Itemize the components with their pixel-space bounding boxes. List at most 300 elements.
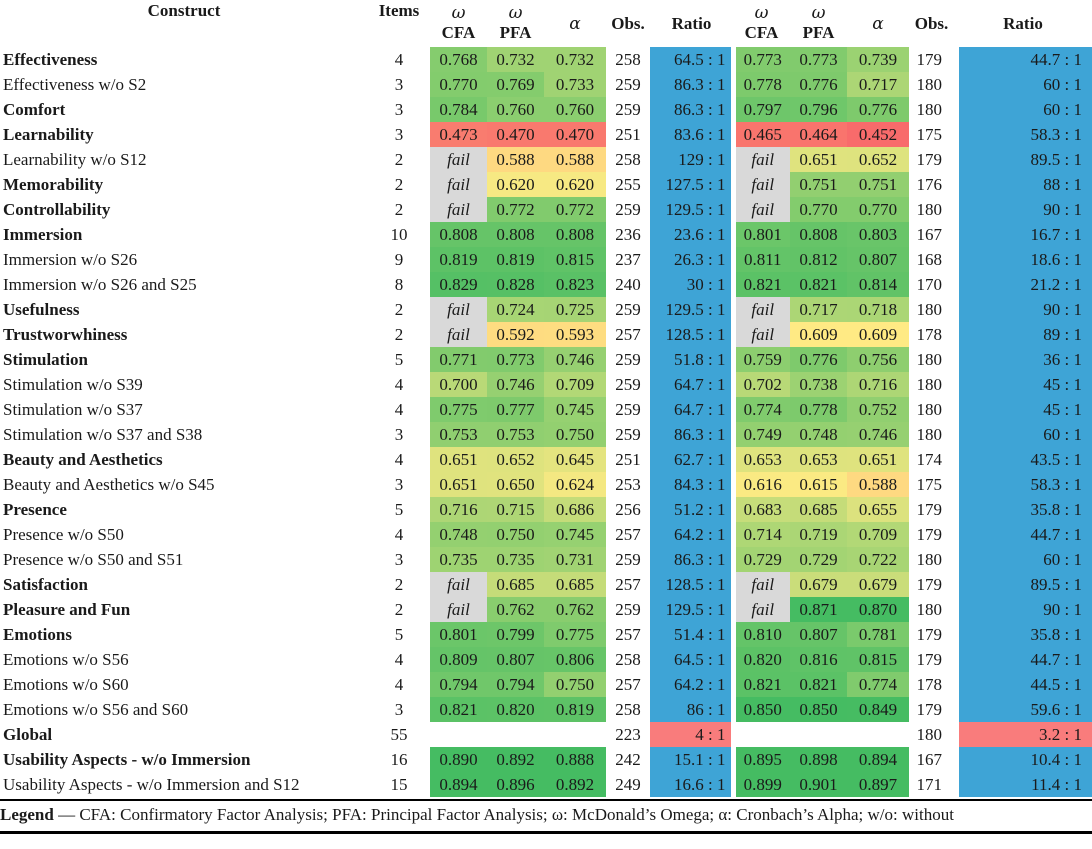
table-body <box>0 47 1092 797</box>
observations-count: 179 <box>916 525 942 544</box>
construct-name: Global <box>3 725 53 744</box>
ratio-value: 45 : 1 <box>954 397 1092 422</box>
table-row <box>0 297 1092 322</box>
cfa-value: 0.899 <box>733 772 790 797</box>
pfa-value: 0.652 <box>487 447 544 472</box>
items-count: 4 <box>394 375 404 394</box>
pfa-value: 0.464 <box>790 122 847 147</box>
table-row <box>0 697 1092 722</box>
ratio-value: 58.3 : 1 <box>954 472 1092 497</box>
construct-name: Controllability <box>3 200 111 219</box>
alpha-value: 0.803 <box>847 222 909 247</box>
cfa-value: 0.773 <box>733 47 790 72</box>
construct-name: Stimulation w/o S37 <box>3 400 143 419</box>
table-row <box>0 222 1092 247</box>
ratio-value: 44.7 : 1 <box>954 47 1092 72</box>
items-count: 4 <box>394 450 404 469</box>
observations-count: 179 <box>916 575 942 594</box>
observations-count: 180 <box>916 400 942 419</box>
pfa-value: 0.769 <box>487 72 544 97</box>
pfa-value: 0.746 <box>487 372 544 397</box>
legend <box>0 799 1092 834</box>
construct-name: Comfort <box>3 100 66 119</box>
pfa-value: 0.685 <box>790 497 847 522</box>
ratio-value: 45 : 1 <box>954 372 1092 397</box>
cfa-value: 0.829 <box>430 272 487 297</box>
col-header-omega-cfa-1: ω CFA <box>441 2 476 42</box>
observations-count: 175 <box>916 125 942 144</box>
col-header-alpha-2: α <box>872 13 884 34</box>
table-row <box>0 97 1092 122</box>
pfa-value: 0.820 <box>487 697 544 722</box>
cfa-value: fail <box>733 572 790 597</box>
observations-count: 257 <box>615 625 641 644</box>
omega-symbol: ω <box>811 2 826 23</box>
observations-count: 179 <box>916 700 942 719</box>
cfa-value: 0.753 <box>430 422 487 447</box>
alpha-value: 0.470 <box>544 122 606 147</box>
items-count: 4 <box>394 525 404 544</box>
table-row <box>0 322 1092 347</box>
observations-count: 174 <box>916 450 942 469</box>
items-count: 3 <box>394 700 404 719</box>
construct-name: Learnability <box>3 125 94 144</box>
cfa-value: 0.473 <box>430 122 487 147</box>
cfa-value: fail <box>430 597 487 622</box>
alpha-value: 0.593 <box>544 322 606 347</box>
observations-count: 257 <box>615 325 641 344</box>
table-row <box>0 47 1092 72</box>
observations-count: 180 <box>916 100 942 119</box>
alpha-value: 0.750 <box>544 422 606 447</box>
col-header-obs-2: Obs. <box>914 13 949 33</box>
cfa-value: fail <box>430 197 487 222</box>
alpha-value: 0.588 <box>847 472 909 497</box>
observations-count: 259 <box>615 375 641 394</box>
ratio-value: 26.3 : 1 <box>650 247 733 272</box>
items-count: 5 <box>394 625 404 644</box>
pfa-value: 0.799 <box>487 622 544 647</box>
observations-count: 256 <box>615 500 641 519</box>
ratio-value: 10.4 : 1 <box>954 747 1092 772</box>
construct-name: Presence <box>3 500 67 519</box>
table-row <box>0 572 1092 597</box>
observations-count: 168 <box>916 250 942 269</box>
cfa-value: 0.616 <box>733 472 790 497</box>
cfa-value: 0.890 <box>430 747 487 772</box>
observations-count: 242 <box>615 750 641 769</box>
pfa-value: 0.719 <box>790 522 847 547</box>
alpha-value: 0.772 <box>544 197 606 222</box>
cfa-value: fail <box>430 322 487 347</box>
table-row <box>0 447 1092 472</box>
col-header-obs-1: Obs. <box>611 13 645 33</box>
col-header-ratio-2: Ratio <box>1003 13 1043 33</box>
cfa-value: 0.809 <box>430 647 487 672</box>
construct-name: Immersion w/o S26 and S25 <box>3 275 197 294</box>
pfa-value: 0.778 <box>790 397 847 422</box>
items-count: 5 <box>394 350 404 369</box>
alpha-value: 0.686 <box>544 497 606 522</box>
cfa-value: 0.821 <box>733 272 790 297</box>
pfa-value: 0.592 <box>487 322 544 347</box>
alpha-value: 0.781 <box>847 622 909 647</box>
observations-count: 258 <box>615 700 641 719</box>
cfa-value: 0.653 <box>733 447 790 472</box>
observations-count: 240 <box>615 275 641 294</box>
observations-count: 175 <box>916 475 942 494</box>
items-count: 9 <box>394 250 404 269</box>
ratio-value: 62.7 : 1 <box>650 447 733 472</box>
table-row <box>0 422 1092 447</box>
ratio-value: 90 : 1 <box>954 597 1092 622</box>
observations-count: 179 <box>916 650 942 669</box>
construct-name: Satisfaction <box>3 575 88 594</box>
pfa-value: 0.892 <box>487 747 544 772</box>
ratio-value: 84.3 : 1 <box>650 472 733 497</box>
pfa-value: 0.850 <box>790 697 847 722</box>
cfa-value: fail <box>430 572 487 597</box>
table-row <box>0 197 1092 222</box>
alpha-value: 0.870 <box>847 597 909 622</box>
alpha-value: 0.679 <box>847 572 909 597</box>
construct-name: Usability Aspects - w/o Immersion <box>3 750 251 769</box>
construct-name: Stimulation w/o S39 <box>3 375 143 394</box>
pfa-value: 0.773 <box>487 347 544 372</box>
observations-count: 251 <box>615 125 641 144</box>
observations-count: 259 <box>615 600 641 619</box>
pfa-value: 0.794 <box>487 672 544 697</box>
table-row <box>0 647 1092 672</box>
alpha-value: 0.452 <box>847 122 909 147</box>
ratio-value: 64.7 : 1 <box>650 372 733 397</box>
observations-count: 259 <box>615 300 641 319</box>
table-row <box>0 147 1092 172</box>
items-count: 4 <box>394 650 404 669</box>
construct-name: Trustworwhiness <box>3 325 128 344</box>
table-row <box>0 497 1092 522</box>
items-count: 2 <box>394 575 404 594</box>
pfa-value: 0.808 <box>487 222 544 247</box>
observations-count: 180 <box>916 375 942 394</box>
cfa-value: fail <box>733 597 790 622</box>
ratio-value: 129.5 : 1 <box>650 197 733 222</box>
pfa-value: 0.828 <box>487 272 544 297</box>
items-count: 3 <box>394 75 404 94</box>
cfa-value <box>733 722 790 747</box>
alpha-value: 0.762 <box>544 597 606 622</box>
observations-count: 179 <box>916 500 942 519</box>
observations-count: 257 <box>615 525 641 544</box>
cfa-value: 0.702 <box>733 372 790 397</box>
observations-count: 259 <box>615 100 641 119</box>
alpha-value: 0.746 <box>847 422 909 447</box>
cfa-value: 0.749 <box>733 422 790 447</box>
items-count: 3 <box>394 475 404 494</box>
construct-name: Immersion w/o S26 <box>3 250 138 269</box>
ratio-value: 35.8 : 1 <box>954 622 1092 647</box>
ratio-value: 60 : 1 <box>954 547 1092 572</box>
construct-name: Beauty and Aesthetics <box>3 450 163 469</box>
ratio-value: 60 : 1 <box>954 97 1092 122</box>
col-header-ratio-1: Ratio <box>671 13 712 33</box>
alpha-value: 0.888 <box>544 747 606 772</box>
pfa-value: 0.715 <box>487 497 544 522</box>
construct-name: Emotions <box>3 625 72 644</box>
ratio-value: 86 : 1 <box>650 697 733 722</box>
col-header-items: Items <box>378 1 420 20</box>
cfa-value: 0.735 <box>430 547 487 572</box>
cfa-value: 0.651 <box>430 447 487 472</box>
pfa-value: 0.807 <box>487 647 544 672</box>
construct-name: Stimulation w/o S37 and S38 <box>3 425 203 444</box>
alpha-value: 0.717 <box>847 72 909 97</box>
alpha-value: 0.892 <box>544 772 606 797</box>
construct-name: Stimulation <box>3 350 89 369</box>
ratio-value: 83.6 : 1 <box>650 122 733 147</box>
pfa-value: 0.735 <box>487 547 544 572</box>
observations-count: 259 <box>615 350 641 369</box>
table-row <box>0 722 1092 747</box>
ratio-value: 89.5 : 1 <box>954 147 1092 172</box>
ratio-value: 90 : 1 <box>954 197 1092 222</box>
cfa-value: 0.716 <box>430 497 487 522</box>
table-row <box>0 272 1092 297</box>
alpha-value: 0.750 <box>544 672 606 697</box>
pfa-value: 0.588 <box>487 147 544 172</box>
ratio-value: 129 : 1 <box>650 147 733 172</box>
items-count: 3 <box>394 550 404 569</box>
alpha-value: 0.620 <box>544 172 606 197</box>
cfa-value: 0.820 <box>733 647 790 672</box>
cfa-value: 0.775 <box>430 397 487 422</box>
ratio-value: 88 : 1 <box>954 172 1092 197</box>
ratio-value: 64.2 : 1 <box>650 672 733 697</box>
cfa-value: 0.651 <box>430 472 487 497</box>
observations-count: 178 <box>916 675 942 694</box>
cfa-value: 0.683 <box>733 497 790 522</box>
construct-name: Effectiveness w/o S2 <box>3 75 147 94</box>
pfa-value: 0.679 <box>790 572 847 597</box>
col-header-omega-pfa-2: ω PFA <box>802 2 835 42</box>
cfa-value: fail <box>430 147 487 172</box>
ratio-value: 36 : 1 <box>954 347 1092 372</box>
pfa-value: 0.651 <box>790 147 847 172</box>
construct-name: Usefulness <box>3 300 80 319</box>
pfa-value: 0.762 <box>487 597 544 622</box>
cfa-value: 0.894 <box>430 772 487 797</box>
observations-count: 176 <box>916 175 942 194</box>
ratio-value: 44.5 : 1 <box>954 672 1092 697</box>
cfa-value: 0.808 <box>430 222 487 247</box>
observations-count: 180 <box>916 200 942 219</box>
alpha-value: 0.718 <box>847 297 909 322</box>
cfa-value: 0.768 <box>430 47 487 72</box>
col-header-construct: Construct <box>147 1 221 20</box>
ratio-value: 30 : 1 <box>650 272 733 297</box>
ratio-value: 129.5 : 1 <box>650 597 733 622</box>
table-row <box>0 472 1092 497</box>
pfa-value: 0.620 <box>487 172 544 197</box>
observations-count: 167 <box>916 750 942 769</box>
cfa-value: 0.771 <box>430 347 487 372</box>
alpha-value: 0.746 <box>544 347 606 372</box>
alpha-value <box>544 722 606 747</box>
items-count: 2 <box>394 300 404 319</box>
alpha-value: 0.760 <box>544 97 606 122</box>
table-row <box>0 772 1092 797</box>
ratio-value: 15.1 : 1 <box>650 747 733 772</box>
alpha-value: 0.774 <box>847 672 909 697</box>
table-row <box>0 747 1092 772</box>
alpha-value: 0.752 <box>847 397 909 422</box>
pfa-value: 0.615 <box>790 472 847 497</box>
observations-count: 259 <box>615 550 641 569</box>
alpha-value: 0.739 <box>847 47 909 72</box>
alpha-value: 0.655 <box>847 497 909 522</box>
observations-count: 179 <box>916 625 942 644</box>
construct-name: Effectiveness <box>3 50 98 69</box>
table-row <box>0 372 1092 397</box>
cfa-value: 0.774 <box>733 397 790 422</box>
pfa-value: 0.821 <box>790 672 847 697</box>
ratio-value: 128.5 : 1 <box>650 572 733 597</box>
pfa-value: 0.729 <box>790 547 847 572</box>
pfa-value: 0.808 <box>790 222 847 247</box>
construct-name: Immersion <box>3 225 83 244</box>
construct-name: Emotions w/o S60 <box>3 675 129 694</box>
pfa-value: 0.751 <box>790 172 847 197</box>
table-row <box>0 522 1092 547</box>
items-count: 2 <box>394 325 404 344</box>
table-row <box>0 347 1092 372</box>
alpha-value: 0.894 <box>847 747 909 772</box>
construct-name: Presence w/o S50 <box>3 525 124 544</box>
pfa-value: 0.816 <box>790 647 847 672</box>
omega-symbol: ω <box>754 2 769 23</box>
observations-count: 170 <box>916 275 942 294</box>
pfa-value: 0.896 <box>487 772 544 797</box>
ratio-value: 3.2 : 1 <box>954 722 1092 747</box>
ratio-value: 64.5 : 1 <box>650 647 733 672</box>
ratio-value: 16.7 : 1 <box>954 222 1092 247</box>
table-row <box>0 672 1092 697</box>
ratio-value: 43.5 : 1 <box>954 447 1092 472</box>
pfa-value: 0.871 <box>790 597 847 622</box>
items-count: 3 <box>394 125 404 144</box>
observations-count: 251 <box>615 450 641 469</box>
alpha-value: 0.819 <box>544 697 606 722</box>
cfa-value: 0.850 <box>733 697 790 722</box>
pfa-value: 0.807 <box>790 622 847 647</box>
items-count: 3 <box>394 100 404 119</box>
alpha-value: 0.588 <box>544 147 606 172</box>
cfa-value: fail <box>733 147 790 172</box>
alpha-value: 0.849 <box>847 697 909 722</box>
items-count: 55 <box>390 725 408 744</box>
alpha-value: 0.745 <box>544 397 606 422</box>
cfa-value: fail <box>430 172 487 197</box>
items-count: 2 <box>394 600 404 619</box>
cfa-value: 0.748 <box>430 522 487 547</box>
ratio-value: 44.7 : 1 <box>954 647 1092 672</box>
cfa-value: fail <box>733 322 790 347</box>
col-header-alpha-1: α <box>569 13 581 34</box>
ratio-value: 86.3 : 1 <box>650 97 733 122</box>
observations-count: 258 <box>615 150 641 169</box>
alpha-value: 0.751 <box>847 172 909 197</box>
pfa-value: 0.796 <box>790 97 847 122</box>
observations-count: 259 <box>615 400 641 419</box>
items-count: 4 <box>394 675 404 694</box>
observations-count: 180 <box>916 725 942 744</box>
alpha-value: 0.609 <box>847 322 909 347</box>
ratio-value: 89.5 : 1 <box>954 572 1092 597</box>
items-count: 2 <box>394 150 404 169</box>
omega-symbol: ω <box>508 2 523 23</box>
pfa-value: 0.650 <box>487 472 544 497</box>
observations-count: 223 <box>615 725 641 744</box>
table-row <box>0 397 1092 422</box>
alpha-value: 0.823 <box>544 272 606 297</box>
cfa-value <box>430 722 487 747</box>
pfa-value: 0.773 <box>790 47 847 72</box>
table-row <box>0 72 1092 97</box>
pfa-value <box>790 722 847 747</box>
observations-count: 259 <box>615 200 641 219</box>
alpha-value: 0.745 <box>544 522 606 547</box>
alpha-value: 0.645 <box>544 447 606 472</box>
observations-count: 179 <box>916 150 942 169</box>
ratio-value: 21.2 : 1 <box>954 272 1092 297</box>
observations-count: 171 <box>916 775 942 794</box>
ratio-value: 59.6 : 1 <box>954 697 1092 722</box>
observations-count: 257 <box>615 575 641 594</box>
alpha-value: 0.651 <box>847 447 909 472</box>
ratio-value: 58.3 : 1 <box>954 122 1092 147</box>
alpha-value: 0.725 <box>544 297 606 322</box>
alpha-value: 0.775 <box>544 622 606 647</box>
construct-name: Beauty and Aesthetics w/o S45 <box>3 475 215 494</box>
pfa-value: 0.901 <box>790 772 847 797</box>
cfa-value: 0.784 <box>430 97 487 122</box>
pfa-value: 0.653 <box>790 447 847 472</box>
pfa-value: 0.898 <box>790 747 847 772</box>
alpha-value: 0.732 <box>544 47 606 72</box>
cfa-value: 0.895 <box>733 747 790 772</box>
alpha-value: 0.897 <box>847 772 909 797</box>
observations-count: 255 <box>615 175 641 194</box>
table-row <box>0 247 1092 272</box>
ratio-value: 35.8 : 1 <box>954 497 1092 522</box>
table-row <box>0 122 1092 147</box>
ratio-value: 64.5 : 1 <box>650 47 733 72</box>
observations-count: 237 <box>615 250 641 269</box>
table-row <box>0 172 1092 197</box>
items-count: 4 <box>394 50 404 69</box>
cfa-value: 0.759 <box>733 347 790 372</box>
pfa-value: 0.821 <box>790 272 847 297</box>
observations-count: 257 <box>615 675 641 694</box>
cfa-value: 0.729 <box>733 547 790 572</box>
ratio-value: 4 : 1 <box>650 722 733 747</box>
alpha-value <box>847 722 909 747</box>
pfa-value: 0.750 <box>487 522 544 547</box>
observations-count: 180 <box>916 550 942 569</box>
ratio-value: 64.7 : 1 <box>650 397 733 422</box>
alpha-value: 0.815 <box>847 647 909 672</box>
ratio-value: 18.6 : 1 <box>954 247 1092 272</box>
